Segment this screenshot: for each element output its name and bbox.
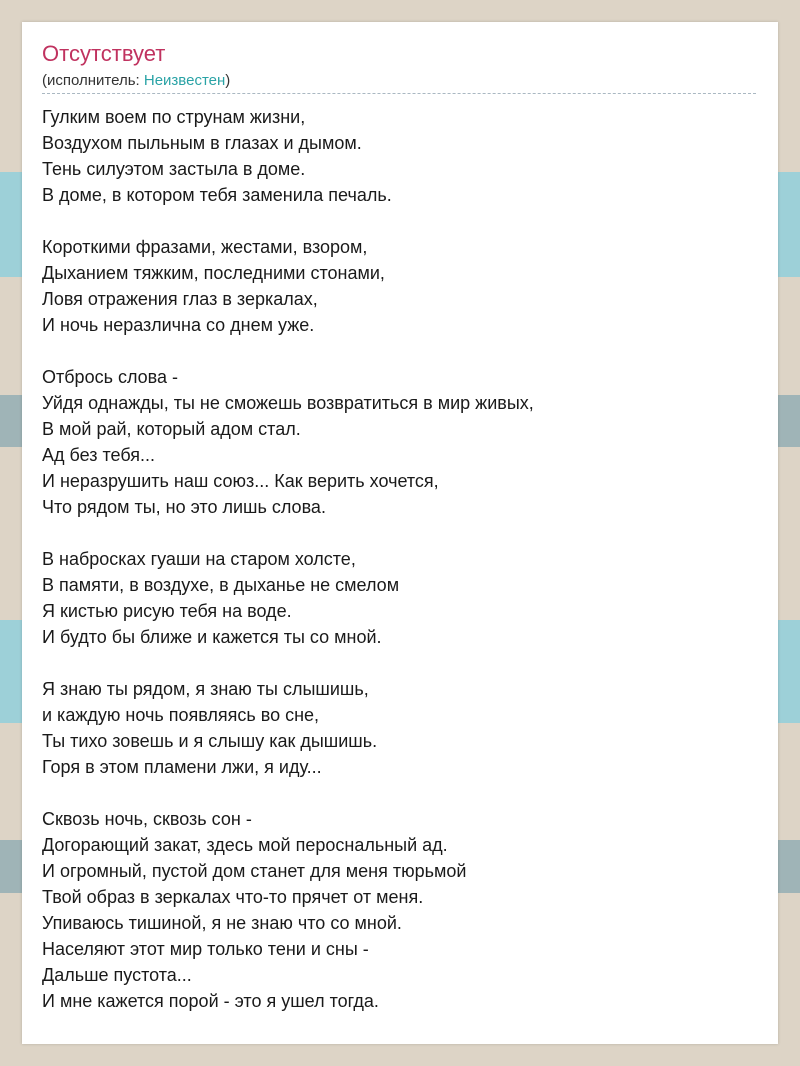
lyric-line: В доме, в котором тебя заменила печаль. [42,185,392,205]
lyric-line: Дальше пустота... [42,965,192,985]
lyric-line: И будто бы ближе и кажется ты со мной. [42,627,382,647]
lyric-line: В набросках гуаши на старом холсте, [42,549,356,569]
stanza [42,546,742,650]
lyric-line: В мой рай, который адом стал. [42,419,301,439]
lyric-line: Отбрось слова - [42,367,179,387]
lyric-line: Упиваюсь тишиной, я не знаю что со мной. [42,913,402,933]
lyric-line: В памяти, в воздухе, в дыханье не смелом [42,575,400,595]
lyric-line: Ты тихо зовешь и я слышу как дышишь. [42,731,378,751]
lyric-line: И ночь неразлична со днем уже. [42,315,315,335]
lyric-line: Я кистью рисую тебя на воде. [42,601,292,621]
lyric-line: И неразрушить наш союз... Как верить хочется, [42,471,439,491]
lyric-line: Ад без тебя... [42,445,156,465]
lyric-line: Что рядом ты, но это лишь слова. [42,497,326,517]
stanza [42,364,742,520]
lyric-line: Твой образ в зеркалах что-то прячет от меня. [42,887,424,907]
lyric-line: И огромный, пустой дом станет для меня тюрьмой [42,861,467,881]
artist-link[interactable]: Неизвестен [143,72,226,89]
artist-prefix: (исполнитель: [42,72,144,89]
lyric-line: Горя в этом пламени лжи, я иду... [42,757,322,777]
lyrics-text [42,104,742,1040]
lyric-line: Дыханием тяжким, последними стонами, [42,263,385,283]
lyric-line: Ловя отражения глаз в зеркалах, [42,289,318,309]
lyric-line: Населяют этот мир только тени и сны - [42,939,369,959]
artist-suffix: ) [225,72,231,89]
stanza [42,104,742,208]
lyric-line: Сквозь ночь, сквозь сон - [42,809,252,829]
lyric-line: и каждую ночь появляясь во сне, [42,705,320,725]
lyric-line: Тень силуэтом застыла в доме. [42,159,306,179]
header-divider [42,93,756,94]
lyric-line: Догорающий закат, здесь мой пероснальный ад. [42,835,448,855]
lyric-line: Воздухом пыльным в глазах и дымом. [42,133,362,153]
artist-line [42,73,230,88]
lyric-line: И мне кажется порой - это я ушел тогда. [42,991,379,1011]
lyrics-card [22,22,778,1044]
song-title: Отсутствует [42,41,166,66]
stanza [42,234,742,338]
lyric-line: Короткими фразами, жестами, взором, [42,237,368,257]
lyric-line: Гулким воем по струнам жизни, [42,107,306,127]
lyric-line: Уйдя однажды, ты не сможешь возвратиться в мир живых, [42,393,534,413]
stanza [42,806,742,1014]
stanza [42,676,742,780]
lyric-line: Я знаю ты рядом, я знаю ты слышишь, [42,679,369,699]
